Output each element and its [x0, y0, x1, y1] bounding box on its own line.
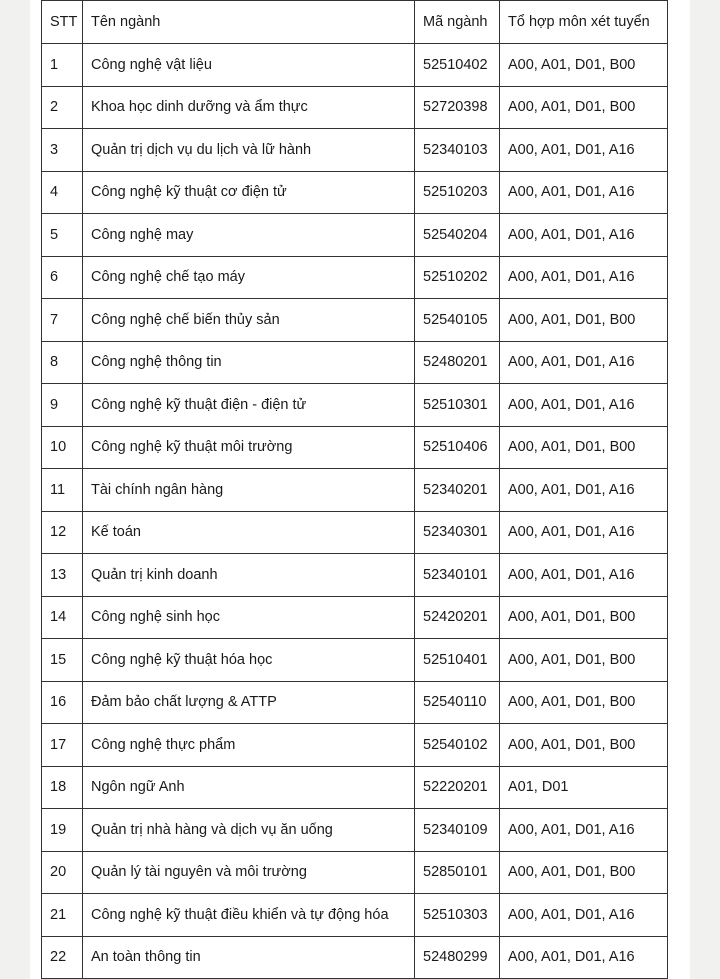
cell-major-code: 52480201 [415, 341, 500, 384]
cell-major-name: Ngôn ngữ Anh [83, 766, 415, 809]
majors-table [41, 0, 668, 979]
cell-major-code: 52510202 [415, 256, 500, 299]
cell-subject-combination: A00, A01, D01, A16 [500, 936, 668, 979]
table-row [42, 724, 668, 767]
cell-major-name: Quản trị dịch vụ du lịch và lữ hành [83, 129, 415, 172]
table-row [42, 256, 668, 299]
table-row [42, 299, 668, 342]
cell-major-name: Kế toán [83, 511, 415, 554]
table-header-row [42, 1, 668, 44]
cell-major-name: Công nghệ kỹ thuật điều khiển và tự động hóa [83, 894, 415, 937]
cell-stt: 11 [42, 469, 83, 512]
table-row [42, 554, 668, 597]
cell-subject-combination: A00, A01, D01, A16 [500, 214, 668, 257]
cell-stt: 4 [42, 171, 83, 214]
table-row [42, 171, 668, 214]
cell-major-name: Công nghệ thực phẩm [83, 724, 415, 767]
cell-major-name: Công nghệ chế tạo máy [83, 256, 415, 299]
cell-major-name: Công nghệ kỹ thuật điện - điện tử [83, 384, 415, 427]
cell-major-name: Công nghệ kỹ thuật hóa học [83, 639, 415, 682]
cell-subject-combination: A00, A01, D01, A16 [500, 171, 668, 214]
cell-subject-combination: A00, A01, D01, A16 [500, 341, 668, 384]
cell-subject-combination: A00, A01, D01, B00 [500, 44, 668, 87]
cell-subject-combination: A00, A01, D01, A16 [500, 384, 668, 427]
cell-stt: 12 [42, 511, 83, 554]
cell-major-name: Đảm bảo chất lượng & ATTP [83, 681, 415, 724]
cell-major-name: Công nghệ vật liệu [83, 44, 415, 87]
table-row [42, 426, 668, 469]
cell-subject-combination: A00, A01, D01, B00 [500, 724, 668, 767]
cell-stt: 18 [42, 766, 83, 809]
cell-major-name: Tài chính ngân hàng [83, 469, 415, 512]
cell-stt: 15 [42, 639, 83, 682]
cell-subject-combination: A00, A01, D01, A16 [500, 129, 668, 172]
cell-stt: 13 [42, 554, 83, 597]
cell-major-code: 52420201 [415, 596, 500, 639]
cell-major-name: Công nghệ sinh học [83, 596, 415, 639]
table-row [42, 341, 668, 384]
cell-major-code: 52510203 [415, 171, 500, 214]
cell-major-name: Quản lý tài nguyên và môi trường [83, 851, 415, 894]
cell-stt: 22 [42, 936, 83, 979]
cell-subject-combination: A00, A01, D01, A16 [500, 469, 668, 512]
table-row [42, 214, 668, 257]
table-row [42, 639, 668, 682]
table-row [42, 384, 668, 427]
cell-major-code: 52510301 [415, 384, 500, 427]
cell-stt: 20 [42, 851, 83, 894]
cell-major-name: Công nghệ kỹ thuật cơ điện tử [83, 171, 415, 214]
cell-major-code: 52340109 [415, 809, 500, 852]
cell-major-code: 52540110 [415, 681, 500, 724]
cell-subject-combination: A00, A01, D01, B00 [500, 596, 668, 639]
cell-major-code: 52220201 [415, 766, 500, 809]
cell-stt: 6 [42, 256, 83, 299]
table-row [42, 129, 668, 172]
cell-major-code: 52540102 [415, 724, 500, 767]
cell-stt: 17 [42, 724, 83, 767]
table-row [42, 851, 668, 894]
table-row [42, 894, 668, 937]
cell-subject-combination: A00, A01, D01, B00 [500, 86, 668, 129]
table-row [42, 596, 668, 639]
table-row [42, 44, 668, 87]
cell-subject-combination: A00, A01, D01, A16 [500, 809, 668, 852]
cell-stt: 14 [42, 596, 83, 639]
cell-major-code: 52340103 [415, 129, 500, 172]
table-row [42, 936, 668, 979]
table-row [42, 681, 668, 724]
cell-major-code: 52720398 [415, 86, 500, 129]
cell-major-name: Khoa học dinh dưỡng và ẩm thực [83, 86, 415, 129]
cell-subject-combination: A01, D01 [500, 766, 668, 809]
cell-major-name: Công nghệ kỹ thuật môi trường [83, 426, 415, 469]
cell-major-name: Quản trị kinh doanh [83, 554, 415, 597]
cell-major-code: 52480299 [415, 936, 500, 979]
cell-subject-combination: A00, A01, D01, A16 [500, 511, 668, 554]
cell-stt: 21 [42, 894, 83, 937]
cell-major-code: 52510402 [415, 44, 500, 87]
table-row [42, 511, 668, 554]
cell-stt: 9 [42, 384, 83, 427]
cell-major-name: Công nghệ may [83, 214, 415, 257]
header-major-code: Mã ngành [415, 1, 500, 44]
cell-major-name: Công nghệ thông tin [83, 341, 415, 384]
cell-major-code: 52510303 [415, 894, 500, 937]
table-row [42, 86, 668, 129]
cell-stt: 19 [42, 809, 83, 852]
cell-subject-combination: A00, A01, D01, A16 [500, 554, 668, 597]
cell-stt: 3 [42, 129, 83, 172]
document-page [30, 0, 690, 979]
header-major-name: Tên ngành [83, 1, 415, 44]
cell-subject-combination: A00, A01, D01, B00 [500, 851, 668, 894]
table-row [42, 469, 668, 512]
cell-stt: 5 [42, 214, 83, 257]
header-subject-combination: Tổ hợp môn xét tuyển [500, 1, 668, 44]
cell-major-code: 52540204 [415, 214, 500, 257]
cell-subject-combination: A00, A01, D01, B00 [500, 299, 668, 342]
cell-major-code: 52510401 [415, 639, 500, 682]
cell-major-name: An toàn thông tin [83, 936, 415, 979]
table-row [42, 809, 668, 852]
cell-major-code: 52340201 [415, 469, 500, 512]
table-row [42, 766, 668, 809]
cell-major-code: 52540105 [415, 299, 500, 342]
cell-stt: 1 [42, 44, 83, 87]
cell-major-code: 52850101 [415, 851, 500, 894]
header-stt: STT [42, 1, 83, 44]
cell-stt: 8 [42, 341, 83, 384]
cell-subject-combination: A00, A01, D01, B00 [500, 681, 668, 724]
cell-subject-combination: A00, A01, D01, B00 [500, 639, 668, 682]
cell-stt: 10 [42, 426, 83, 469]
cell-stt: 16 [42, 681, 83, 724]
cell-major-code: 52340301 [415, 511, 500, 554]
cell-subject-combination: A00, A01, D01, B00 [500, 426, 668, 469]
cell-subject-combination: A00, A01, D01, A16 [500, 894, 668, 937]
cell-stt: 7 [42, 299, 83, 342]
cell-major-name: Quản trị nhà hàng và dịch vụ ăn uống [83, 809, 415, 852]
cell-major-name: Công nghệ chế biến thủy sản [83, 299, 415, 342]
cell-major-code: 52340101 [415, 554, 500, 597]
cell-subject-combination: A00, A01, D01, A16 [500, 256, 668, 299]
cell-major-code: 52510406 [415, 426, 500, 469]
cell-stt: 2 [42, 86, 83, 129]
